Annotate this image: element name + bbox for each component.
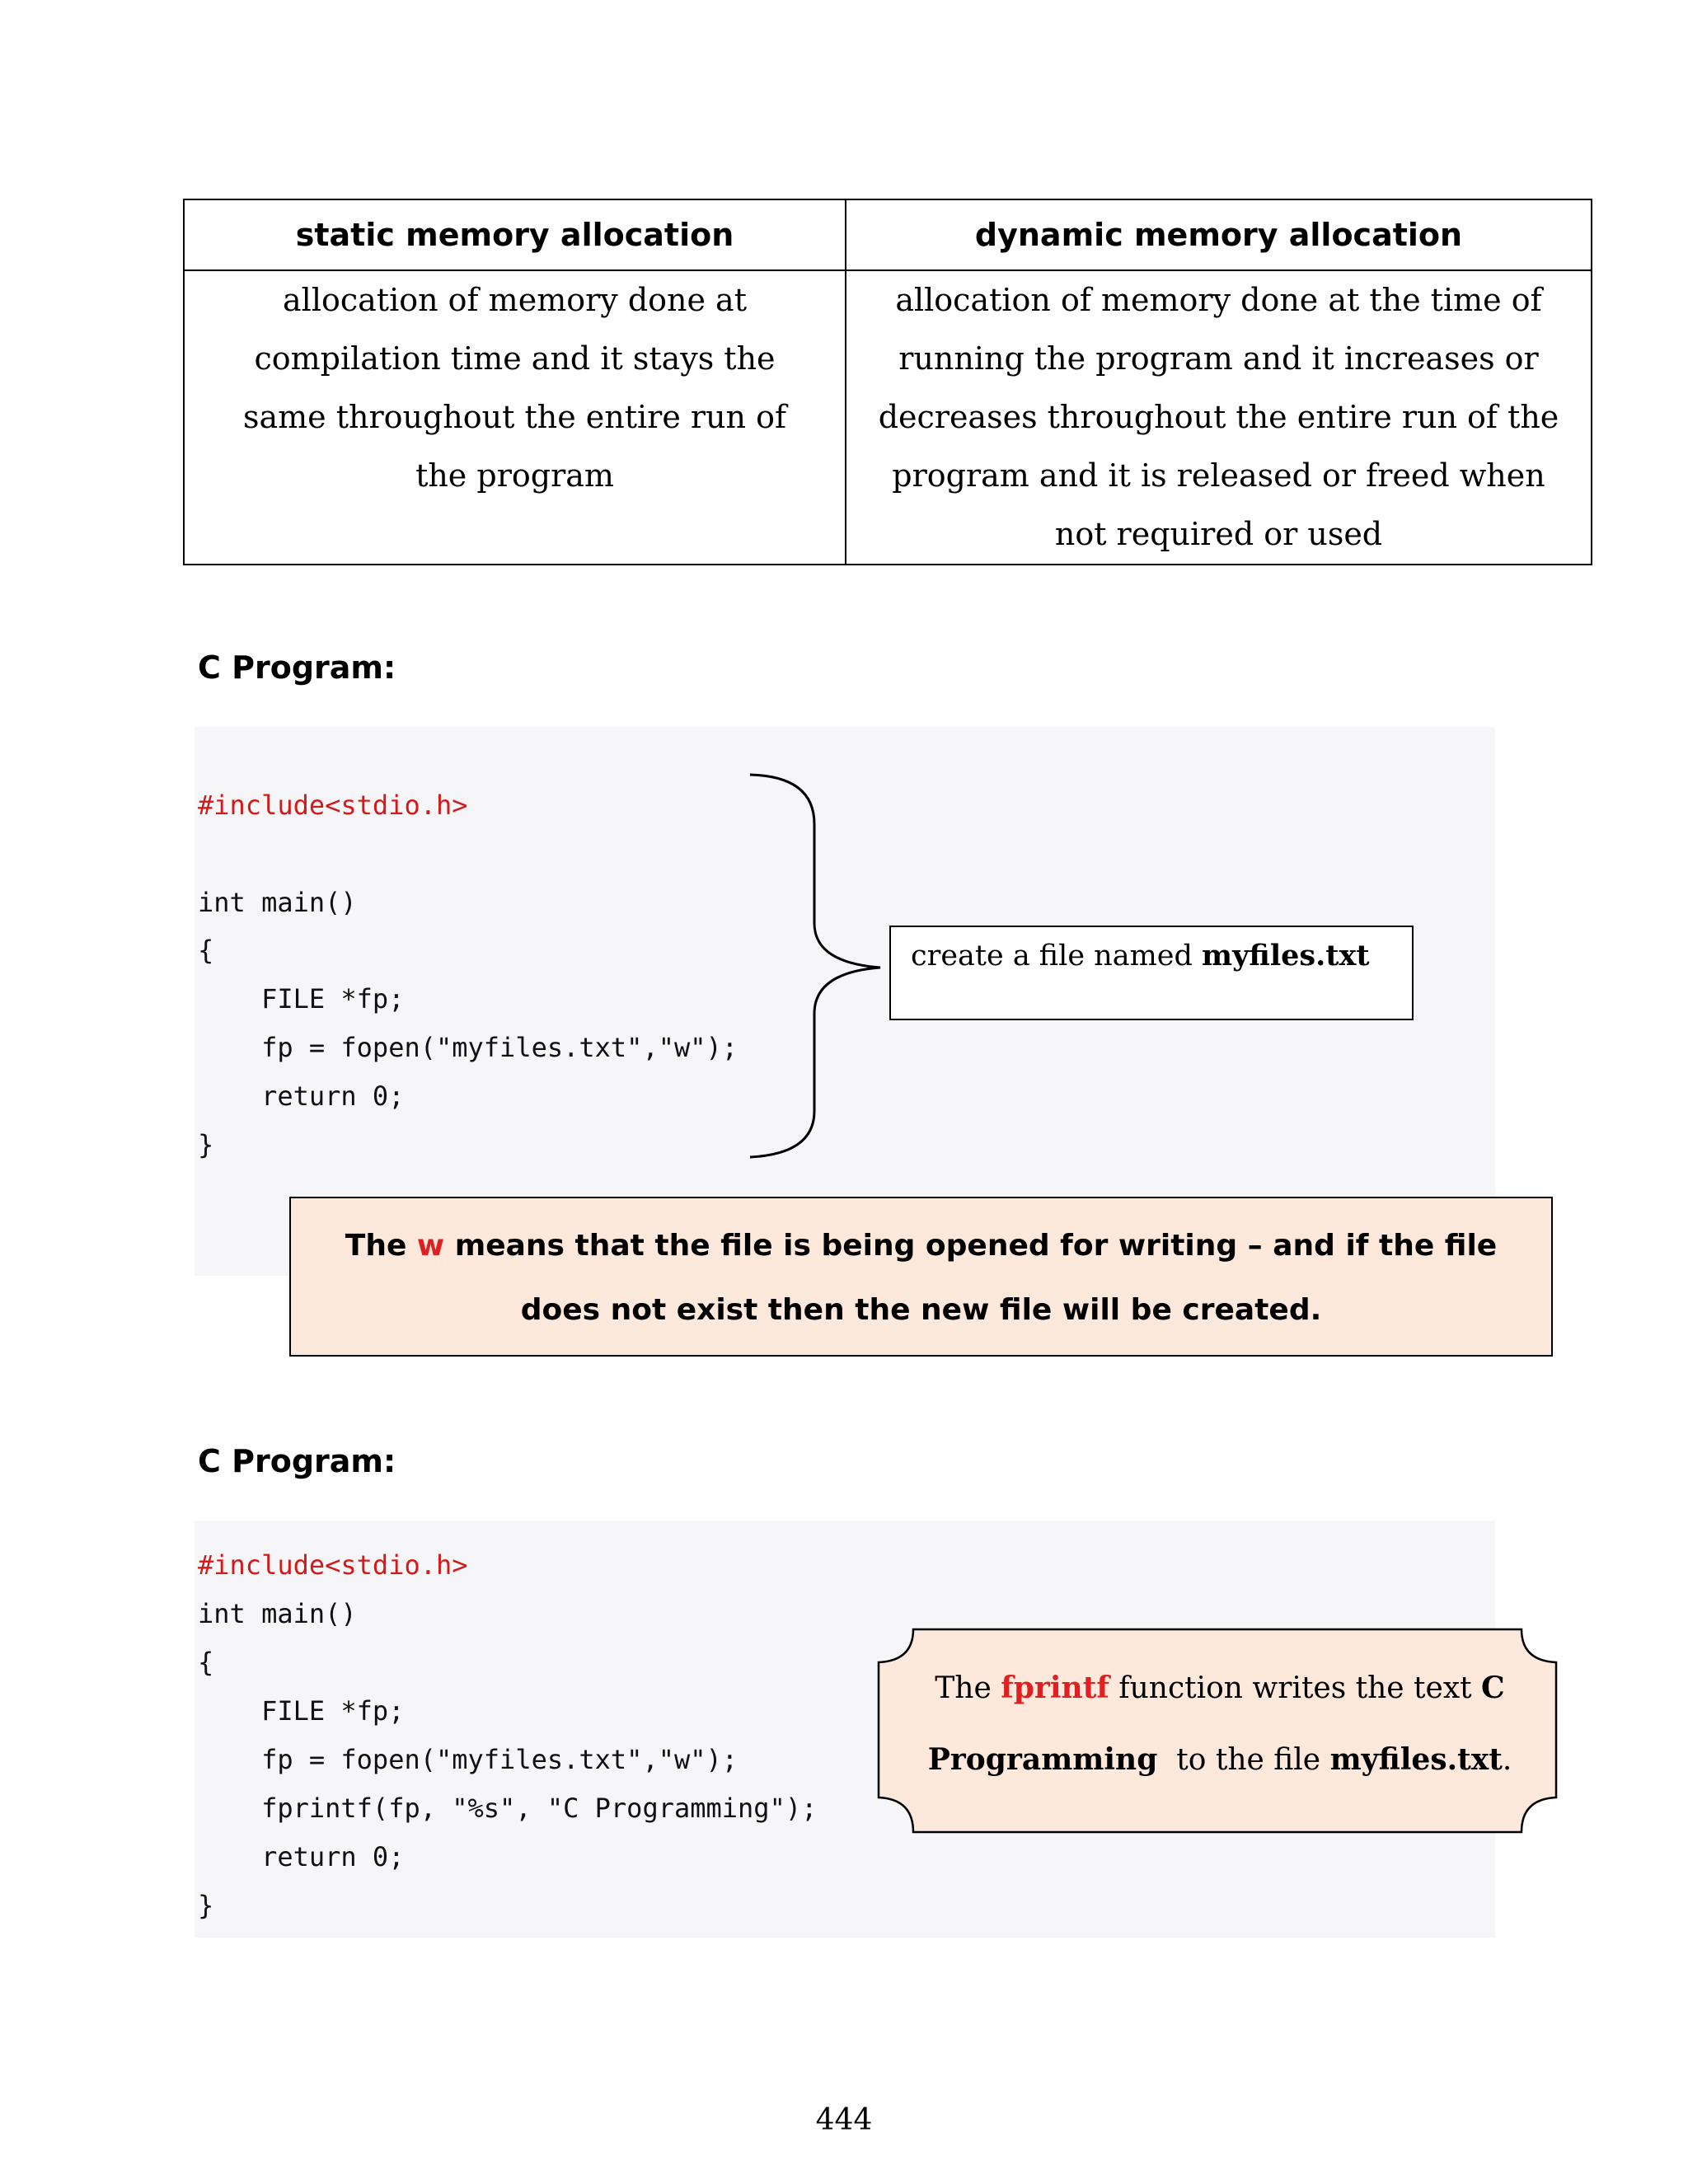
callout-text: function writes the text — [1109, 1671, 1482, 1705]
callout-text: The — [935, 1671, 1001, 1705]
header-dynamic: dynamic memory allocation — [846, 199, 1592, 270]
callout-line-2 — [903, 1724, 1537, 1796]
note-box — [289, 1197, 1553, 1357]
code-line: { — [198, 1647, 214, 1678]
callout-create-file — [889, 926, 1414, 1020]
note-text: means that the file is being opened for writing – and if the file — [444, 1229, 1498, 1263]
callout-text: to the file — [1157, 1743, 1330, 1777]
note-highlight: w — [416, 1229, 445, 1263]
static-description: allocation of memory done at compilation time and it stays the same throughout the entire run of the program — [184, 270, 846, 565]
code-line: { — [198, 935, 214, 966]
callout-bold: C — [1481, 1671, 1505, 1705]
callout-text: create a file named — [911, 940, 1203, 972]
table-header-row — [184, 199, 1592, 270]
code-line: fp = fopen("myfiles.txt","w"); — [198, 1744, 738, 1775]
comparison-table — [183, 199, 1592, 565]
code-line: return 0; — [198, 1841, 405, 1872]
callout-text: . — [1502, 1743, 1512, 1777]
callout-fprintf — [903, 1652, 1537, 1796]
code-line: FILE *fp; — [198, 1695, 405, 1727]
section2-heading: C Program: — [198, 1443, 396, 1479]
code-line: int main() — [198, 1598, 357, 1629]
note-line-1 — [291, 1214, 1551, 1278]
header-static: static memory allocation — [184, 199, 846, 270]
section1-heading: C Program: — [198, 649, 396, 686]
page-number: 444 — [815, 2103, 873, 2137]
note-text: The — [345, 1229, 417, 1263]
code-line: return 0; — [198, 1080, 405, 1112]
code-line: FILE *fp; — [198, 983, 405, 1015]
code-line: #include<stdio.h> — [198, 790, 468, 821]
code-line: } — [198, 1890, 214, 1921]
callout-filename: myfiles.txt — [1329, 1742, 1503, 1777]
code-line: #include<stdio.h> — [198, 1549, 468, 1581]
dynamic-description: allocation of memory done at the time of running the program and it increases or decreases throughout the entire run of the program and it is released or freed when not required or used — [846, 270, 1592, 565]
code-line: fprintf(fp, "%s", "C Programming"); — [198, 1793, 818, 1824]
table-row — [184, 270, 1592, 565]
code-line: } — [198, 1129, 214, 1160]
callout-filename: myfiles.txt — [1202, 939, 1370, 972]
code-line: fp = fopen("myfiles.txt","w"); — [198, 1032, 738, 1063]
callout-function: fprintf — [1001, 1671, 1109, 1705]
callout-bold: Programming — [927, 1742, 1158, 1777]
curly-brace — [742, 766, 898, 1162]
code-line: int main() — [198, 887, 357, 918]
callout-line-1 — [903, 1652, 1537, 1724]
note-line-2: does not exist then the new file will be created. — [520, 1293, 1322, 1327]
